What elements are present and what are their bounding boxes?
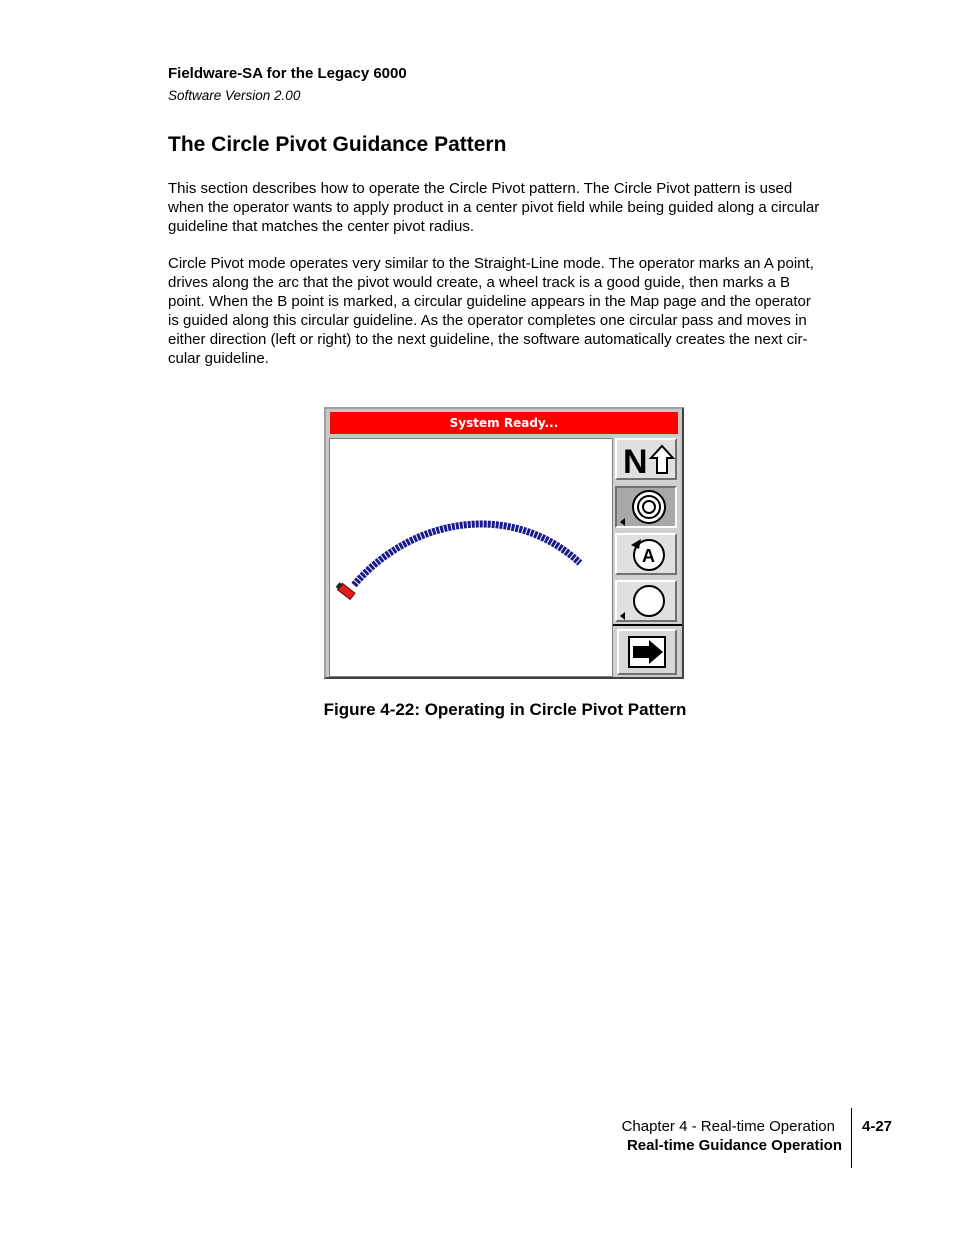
paragraph-line: is guided along this circular guideline. As the operator completes one circular pass and moves in <box>168 311 807 329</box>
paragraph-line: Circle Pivot mode operates very similar to the Straight-Line mode. The operator marks an A point, <box>168 255 814 272</box>
running-header-title: Fieldware-SA for the Legacy 6000 <box>168 65 407 82</box>
map-view[interactable] <box>329 438 613 677</box>
svg-text:A: A <box>642 546 655 566</box>
north-up-button[interactable] <box>615 438 677 480</box>
coverage-track <box>354 524 580 585</box>
page-number: 4-27 <box>862 1118 893 1135</box>
display-screenshot <box>324 407 684 679</box>
paragraph-line: point. When the B point is marked, a circular guideline appears in the Map page and the operator <box>168 292 811 310</box>
next-arrow-icon <box>619 631 675 673</box>
mark-a-point-button[interactable] <box>615 533 677 575</box>
target-rings-icon <box>617 488 675 526</box>
side-toolbar <box>613 436 680 676</box>
circle-icon <box>617 582 675 620</box>
vehicle-icon <box>335 581 355 599</box>
circle-guideline-button[interactable] <box>615 580 677 622</box>
section-title: The Circle Pivot Guidance Pattern <box>168 133 507 156</box>
paragraph-line: This section describes how to operate the Circle Pivot pattern. The Circle Pivot pattern is used <box>168 180 793 197</box>
footer-chapter: Chapter 4 - Real-time Operation <box>621 1118 835 1135</box>
pattern-select-button[interactable] <box>615 486 677 528</box>
next-page-button[interactable] <box>617 629 677 675</box>
paragraph-mode-description <box>168 255 848 368</box>
svg-text:N: N <box>623 443 648 478</box>
mark-a-point-icon <box>617 535 675 573</box>
paragraph-line: cular guideline. <box>168 349 269 367</box>
guidance-map <box>330 439 612 676</box>
footer-divider <box>851 1108 852 1168</box>
status-bar: System Ready... <box>330 412 678 434</box>
paragraph-line: either direction (left or right) to the next guideline, the software automatically creates the next cir- <box>168 330 808 348</box>
figure-caption: Figure 4-22: Operating in Circle Pivot Pattern <box>323 700 687 719</box>
paragraph-line: guideline that matches the center pivot radius. <box>168 217 475 235</box>
toolbar-divider <box>613 624 682 626</box>
paragraph-line: drives along the arc that the pivot would create, a wheel track is a good guide, then marks a B <box>168 273 791 291</box>
paragraph-line: when the operator wants to apply product in a center pivot field while being guided along a circular <box>168 198 820 216</box>
north-up-icon <box>617 440 675 478</box>
footer-section: Real-time Guidance Operation <box>626 1137 842 1154</box>
running-header-version: Software Version 2.00 <box>168 88 301 103</box>
paragraph-intro <box>168 180 848 237</box>
